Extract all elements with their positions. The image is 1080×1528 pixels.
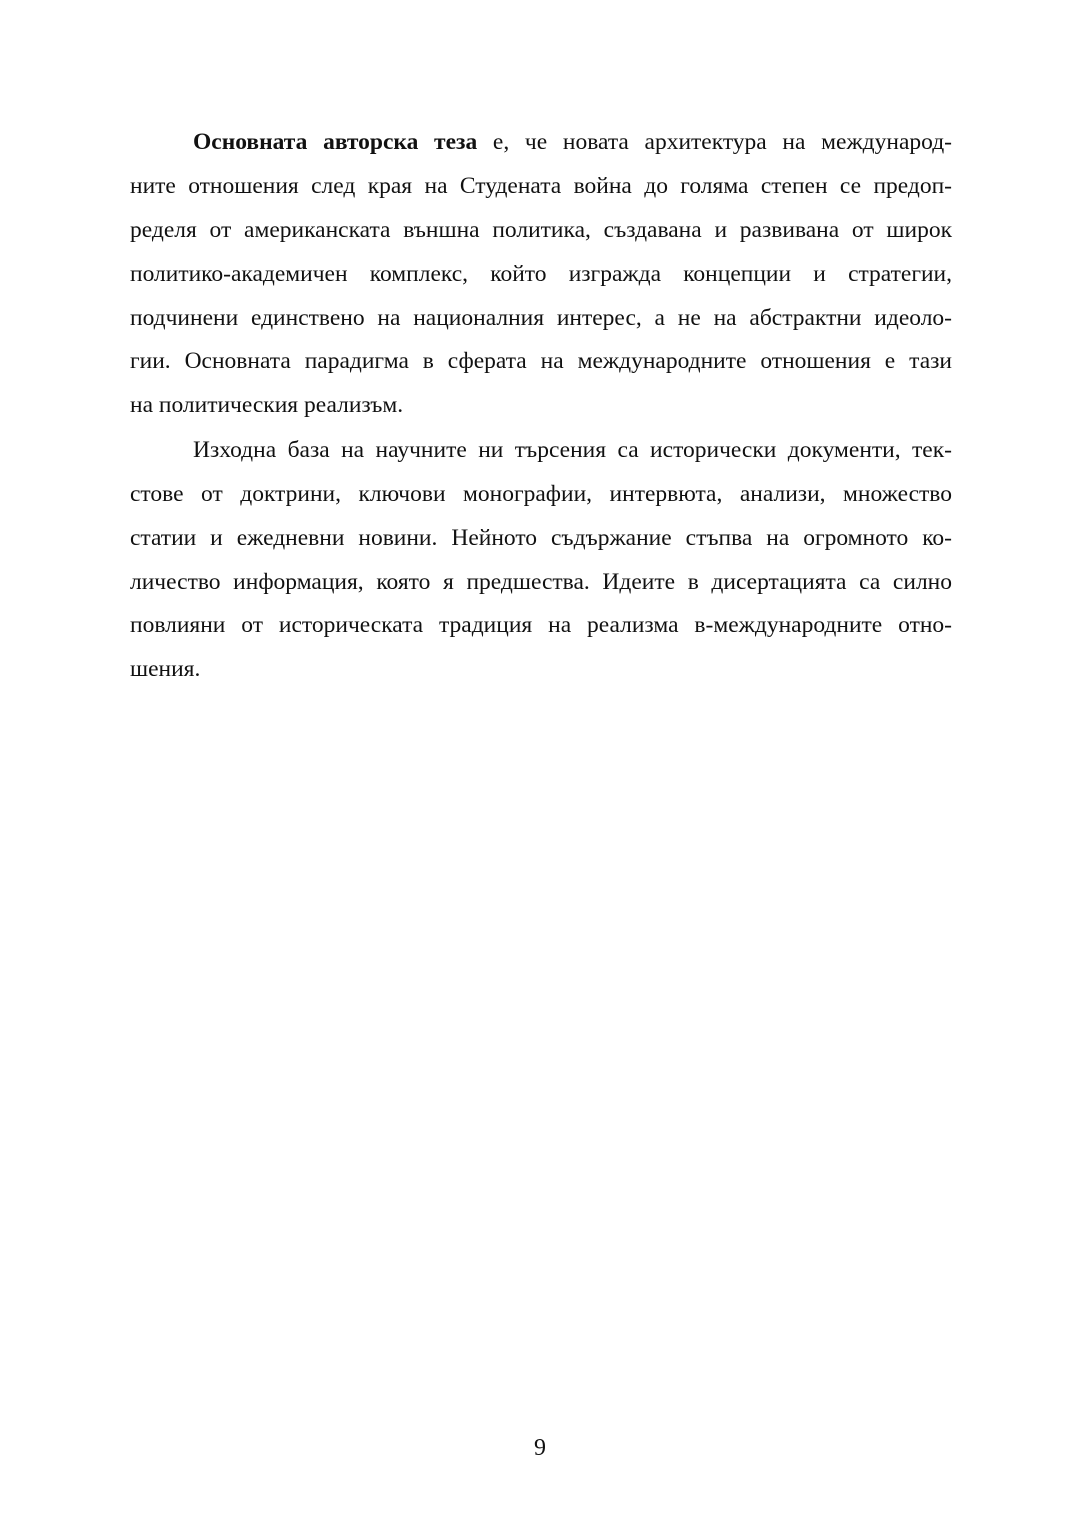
paragraph-line: шения. <box>130 656 201 683</box>
page-number: 9 <box>534 1435 546 1461</box>
thesis-heading: Основната авторска теза <box>193 129 478 155</box>
paragraph-line: гии. Основната парадигма в сферата на международните отношения е тази <box>130 348 952 375</box>
paragraph-sources <box>130 429 952 692</box>
body-text <box>130 121 952 692</box>
thesis-text: е, че новата архитектура на международ- <box>477 129 952 155</box>
paragraph-line: Изходна база на научните ни търсения са исторически документи, тек- <box>193 436 952 463</box>
paragraph-line: личество информация, която я предшества. Идеите в дисертацията са силно <box>130 568 952 595</box>
paragraph-main-thesis <box>130 121 952 428</box>
paragraph-line: стове от доктрини, ключови монографии, интервюта, анализи, множество <box>130 480 952 507</box>
paragraph-line: подчинени единствено на националния интерес, а не на абстрактни идеоло- <box>130 304 952 331</box>
paragraph-line: ните отношения след края на Студената война до голяма степен се предоп- <box>130 172 952 199</box>
paragraph-line <box>130 121 952 165</box>
paragraph-line: на политическия реализъм. <box>130 392 404 419</box>
paragraph-line: политико-академичен комплекс, който изгражда концепции и стратегии, <box>130 260 952 287</box>
paragraph-line: статии и ежедневни новини. Нейното съдържание стъпва на огромното ко- <box>130 524 952 551</box>
paragraph-line: ределя от американската външна политика, създавана и развивана от широк <box>130 216 952 243</box>
paragraph-line: повлияни от историческата традиция на реализма в-международните отно- <box>130 612 952 639</box>
